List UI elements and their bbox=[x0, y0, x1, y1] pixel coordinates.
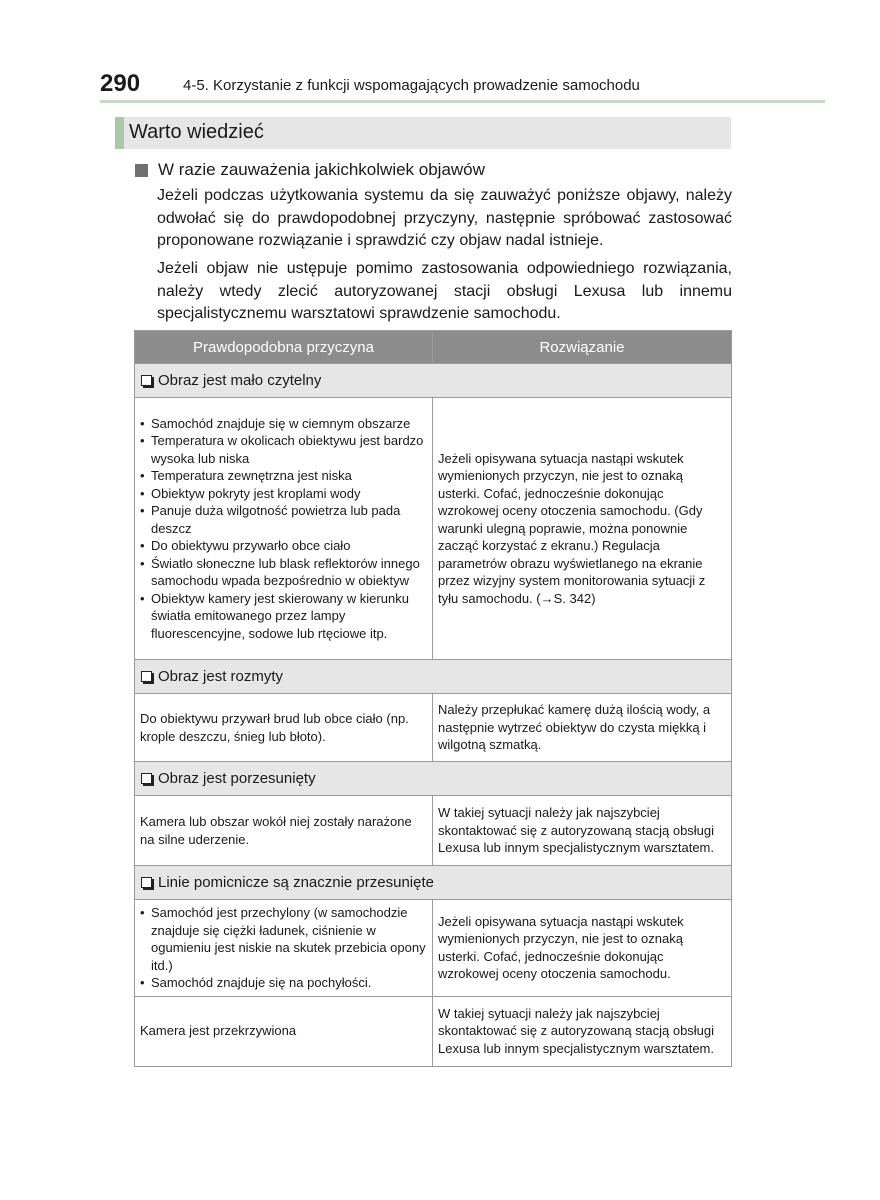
cause-cell: Do obiektywu przywarł brud lub obce ciało (np. krople deszczu, śnieg lub błoto). bbox=[135, 694, 433, 762]
troubleshooting-table bbox=[134, 330, 732, 1067]
checkbox-icon bbox=[141, 877, 152, 888]
table-row bbox=[135, 996, 732, 1066]
header-rule bbox=[100, 100, 825, 103]
group-title bbox=[135, 364, 732, 398]
cause-item: • Do obiektywu przywarło obce ciało bbox=[140, 537, 427, 555]
group-title bbox=[135, 762, 732, 796]
solution-cell: Jeżeli opisywana sytuacja nastąpi wskutek wymienionych przyczyn, nie jest to oznaką usterki. Cofać, jednocześnie dokonując wzrokowej oceny otoczenia samochodu. bbox=[433, 900, 732, 997]
checkbox-icon bbox=[141, 671, 152, 682]
group-title-text: Obraz jest mało czytelny bbox=[158, 372, 322, 389]
running-header: 4-5. Korzystanie z funkcji wspomagających prowadzenie samochodu bbox=[183, 77, 640, 94]
checkbox-icon bbox=[141, 375, 152, 386]
cause-list bbox=[140, 904, 427, 992]
cause-cell bbox=[135, 900, 433, 997]
table-row bbox=[135, 398, 732, 660]
section-accent-bar bbox=[115, 117, 124, 149]
group-title-text: Obraz jest porzesunięty bbox=[158, 770, 316, 787]
group-row bbox=[135, 660, 732, 694]
page-number: 290 bbox=[100, 70, 141, 97]
cause-list bbox=[140, 415, 427, 643]
cause-item: • Obiektyw kamery jest skierowany w kierunku światła emitowanego przez lampy fluorescencyjne, sodowe lub rtęciowe itp. bbox=[140, 590, 427, 643]
cause-item: • Samochód jest przechylony (w samochodzie znajduje się ciężki ładunek, ciśnienie w ogumieniu jest niskie na skutek przebicia opony itd.) bbox=[140, 904, 427, 974]
cause-cell: Kamera jest przekrzywiona bbox=[135, 996, 433, 1066]
cause-cell bbox=[135, 398, 433, 660]
solution-cell: Jeżeli opisywana sytuacja nastąpi wskutek wymienionych przyczyn, nie jest to oznaką usterki. Cofać, jednocześnie dokonując wzrokowej oceny otoczenia samochodu. (Gdy warunki ulegną poprawie, można ponownie zacząć korzystać z ekranu.) Regulacja parametrów obrazu wyświetlanego na ekranie przez wizyjny system monitorowania sytuacji z tyłu samochodu. (→S. 342) bbox=[433, 398, 732, 660]
solution-cell: W takiej sytuacji należy jak najszybciej skontaktować się z autoryzowaną stacją obsługi Lexusa lub innym specjalistycznym warsztatem. bbox=[433, 796, 732, 866]
cause-cell: Kamera lub obszar wokół niej zostały narażone na silne uderzenie. bbox=[135, 796, 433, 866]
header-cause: Prawdopodobna przyczyna bbox=[135, 331, 433, 364]
solution-cell: W takiej sytuacji należy jak najszybciej skontaktować się z autoryzowaną stacją obsługi Lexusa lub innym specjalistycznym warsztatem. bbox=[433, 996, 732, 1066]
subsection-heading bbox=[135, 160, 485, 180]
cause-item: • Obiektyw pokryty jest kroplami wody bbox=[140, 485, 427, 503]
group-row bbox=[135, 762, 732, 796]
table-header-row bbox=[135, 331, 732, 364]
group-row bbox=[135, 364, 732, 398]
cause-item: • Światło słoneczne lub blask reflektorów innego samochodu wpada bezpośrednio w obiektyw bbox=[140, 555, 427, 590]
cause-item: • Panuje duża wilgotność powietrza lub pada deszcz bbox=[140, 502, 427, 537]
table-row bbox=[135, 796, 732, 866]
group-title bbox=[135, 660, 732, 694]
checkbox-icon bbox=[141, 773, 152, 784]
solution-cell: Należy przepłukać kamerę dużą ilością wody, a następnie wytrzeć obiektyw do czysta miękką i wilgotną szmatką. bbox=[433, 694, 732, 762]
header-solution: Rozwiązanie bbox=[433, 331, 732, 364]
cause-item: • Temperatura w okolicach obiektywu jest bardzo wysoka lub niska bbox=[140, 432, 427, 467]
section-title: Warto wiedzieć bbox=[129, 121, 264, 143]
table-row bbox=[135, 900, 732, 997]
table-row bbox=[135, 694, 732, 762]
group-title bbox=[135, 866, 732, 900]
intro-paragraph: Jeżeli podczas użytkowania systemu da się zauważyć poniższe objawy, należy odwołać się do prawdopodobnej przyczyny, następnie spróbować zastosować proponowane rozwiązanie i sprawdzić czy objaw nadal istnieje. bbox=[157, 187, 732, 249]
cause-item: • Samochód znajduje się na pochyłości. bbox=[140, 974, 427, 992]
cause-item: • Samochód znajduje się w ciemnym obszarze bbox=[140, 415, 427, 433]
subsection-heading-text: W razie zauważenia jakichkolwiek objawów bbox=[158, 160, 485, 179]
followup-paragraph: Jeżeli objaw nie ustępuje pomimo zastosowania odpowiedniego rozwiązania, należy wtedy zlecić autoryzowanej stacji obsługi Lexusa lub innemu specjalistycznemu warsztatowi sprawdzenie samochodu. bbox=[157, 260, 732, 322]
group-row bbox=[135, 866, 732, 900]
square-bullet-icon bbox=[135, 164, 148, 177]
group-title-text: Linie pomicnicze są znacznie przesunięte bbox=[158, 874, 434, 891]
cause-item: • Temperatura zewnętrzna jest niska bbox=[140, 467, 427, 485]
group-title-text: Obraz jest rozmyty bbox=[158, 668, 284, 685]
